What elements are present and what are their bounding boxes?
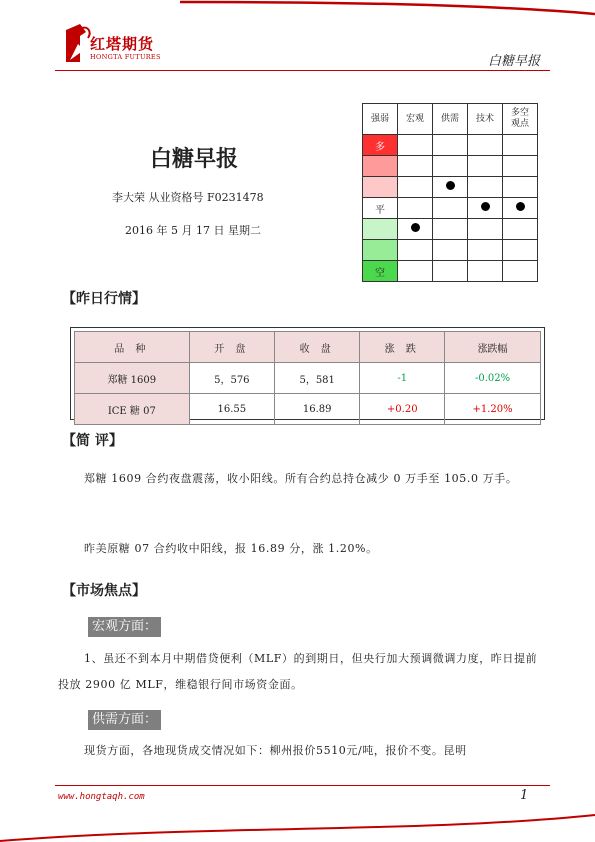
macro-tag: 宏观方面： [88, 617, 161, 637]
row-close: 16.89 [275, 394, 360, 425]
grid-cell [398, 198, 433, 219]
grid-cell [398, 135, 433, 156]
grid-cell [468, 177, 503, 198]
grid-cell [433, 135, 468, 156]
grid-cell [503, 219, 538, 240]
grid-level-cell [363, 177, 398, 198]
grid-cell [503, 177, 538, 198]
grid-cell [398, 156, 433, 177]
grid-cell [503, 261, 538, 282]
row-open: 16.55 [189, 394, 274, 425]
grid-row [363, 219, 538, 240]
row-change: -1 [360, 363, 445, 394]
section-review-heading: 【简 评】 [62, 433, 123, 449]
grid-row [363, 198, 538, 219]
grid-cell [503, 156, 538, 177]
grid-row [363, 261, 538, 282]
row-pct: -0.02% [445, 363, 541, 394]
market-table-frame [70, 327, 545, 420]
grid-mark-dot [446, 181, 455, 190]
grid-header-supply: 供需 [433, 104, 468, 135]
row-name: ICE 糖 07 [75, 394, 190, 425]
grid-cell [433, 261, 468, 282]
grid-header-view [503, 104, 538, 135]
grid-cell [468, 240, 503, 261]
sentiment-grid-header [363, 104, 538, 135]
grid-header-macro: 宏观 [398, 104, 433, 135]
page-number: 1 [520, 788, 529, 803]
grid-header-view-label: 多空 观点 [510, 108, 529, 129]
grid-cell [468, 219, 503, 240]
macro-paragraph: 1、虽还不到本月中期借贷便利（MLF）的到期日，但央行加大预调微调力度，昨日提前投放 2900 亿 MLF，维稳银行间市场资金面。 [58, 652, 538, 691]
report-date: 2016 年 5 月 17 日 星期二 [125, 224, 261, 237]
grid-header-technical: 技术 [468, 104, 503, 135]
grid-cell [398, 261, 433, 282]
grid-level-cell [363, 219, 398, 240]
col-header-close: 收 盘 [275, 332, 360, 363]
supply-tag: 供需方面： [88, 710, 161, 730]
review-paragraph-1: 郑糖 1609 合约夜盘震荡，收小阳线。所有合约总持仓减少 0 万手至 105.0 万手。 [84, 472, 518, 485]
grid-cell [433, 177, 468, 198]
grid-cell [398, 219, 433, 240]
header-doc-label: 白糖早报 [487, 54, 540, 69]
table-row [75, 394, 541, 425]
grid-cell [433, 156, 468, 177]
header-divider [55, 70, 550, 71]
row-pct: +1.20% [445, 394, 541, 425]
grid-cell [503, 240, 538, 261]
grid-cell [468, 135, 503, 156]
section-yesterday-heading: 【昨日行情】 [62, 291, 146, 307]
sentiment-grid [362, 103, 538, 282]
grid-cell [398, 240, 433, 261]
grid-cell [433, 219, 468, 240]
grid-row [363, 135, 538, 156]
market-table-header [75, 332, 541, 363]
grid-mark-dot [411, 223, 420, 232]
logo-chinese-name: 红塔期货 [90, 35, 155, 53]
page-title: 白糖早报 [150, 147, 239, 172]
row-open: 5，576 [189, 363, 274, 394]
col-header-open: 开 盘 [189, 332, 274, 363]
author-line: 李大荣 从业资格号 F0231478 [112, 191, 264, 204]
grid-header-strength: 强弱 [363, 104, 398, 135]
grid-cell [503, 198, 538, 219]
market-table [74, 331, 541, 425]
footer-website-link[interactable]: www.hongtaqh.com [58, 792, 145, 802]
grid-mark-dot [516, 202, 525, 211]
grid-level-cell: 空 [363, 261, 398, 282]
grid-mark-dot [481, 202, 490, 211]
section-focus-heading: 【市场焦点】 [62, 583, 146, 599]
table-row [75, 363, 541, 394]
grid-cell [433, 240, 468, 261]
col-header-change: 涨 跌 [360, 332, 445, 363]
col-header-name: 品 种 [75, 332, 190, 363]
row-close: 5，581 [275, 363, 360, 394]
header-swoosh [180, 0, 595, 40]
grid-level-cell [363, 156, 398, 177]
grid-level-cell [363, 240, 398, 261]
grid-row [363, 240, 538, 261]
grid-cell [468, 261, 503, 282]
row-name: 郑糖 1609 [75, 363, 190, 394]
grid-cell [468, 156, 503, 177]
supply-paragraph: 现货方面，各地现货成交情况如下：柳州报价5510元/吨，报价不变。昆明 [84, 744, 467, 757]
grid-row [363, 177, 538, 198]
col-header-pct: 涨跌幅 [445, 332, 541, 363]
logo-english-name: HONGTA FUTURES [90, 53, 161, 61]
grid-cell [468, 198, 503, 219]
review-paragraph-2: 昨美原糖 07 合约收中阳线，报 16.89 分，涨 1.20%。 [84, 542, 378, 555]
grid-cell [398, 177, 433, 198]
grid-cell [433, 198, 468, 219]
grid-row [363, 156, 538, 177]
grid-level-cell: 多 [363, 135, 398, 156]
row-change: +0.20 [360, 394, 445, 425]
grid-level-cell: 平 [363, 198, 398, 219]
grid-cell [503, 135, 538, 156]
